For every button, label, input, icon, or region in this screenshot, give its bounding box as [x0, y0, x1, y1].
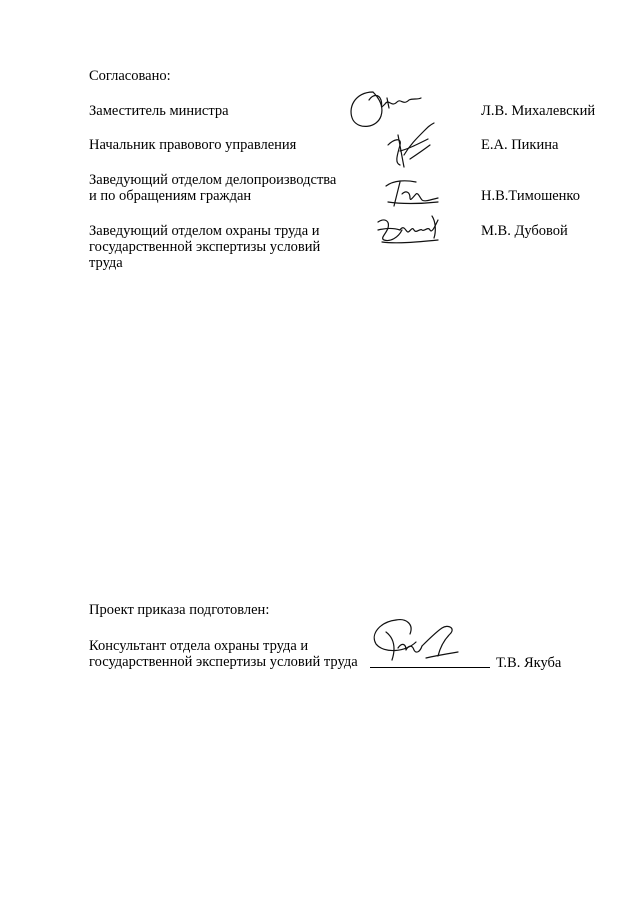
approver-3-name: Н.В.Тимошенко	[481, 188, 580, 204]
signature-pikina	[380, 115, 440, 171]
approver-4-name: М.В. Дубовой	[481, 223, 568, 239]
signature-yakuba	[366, 612, 470, 672]
approver-2-name: Е.А. Пикина	[481, 137, 559, 153]
approver-1-name: Л.В. Михалевский	[481, 103, 596, 119]
preparer-position: Консультант отдела охраны труда и государственной экспертизы условий труда	[89, 638, 358, 670]
agreed-heading: Согласовано:	[89, 68, 171, 84]
signature-timoshenko	[380, 172, 444, 212]
approver-4-position: Заведующий отделом охраны труда и государственной экспертизы условий труда	[89, 223, 321, 271]
prepared-heading: Проект приказа подготовлен:	[89, 602, 270, 618]
approver-1-position: Заместитель министра	[89, 103, 229, 119]
signature-dubovoy	[374, 210, 444, 252]
approver-2-position: Начальник правового управления	[89, 137, 297, 153]
approver-3-position: Заведующий отделом делопроизводства и по обращениям граждан	[89, 172, 337, 204]
preparer-name: Т.В. Якуба	[496, 655, 562, 671]
